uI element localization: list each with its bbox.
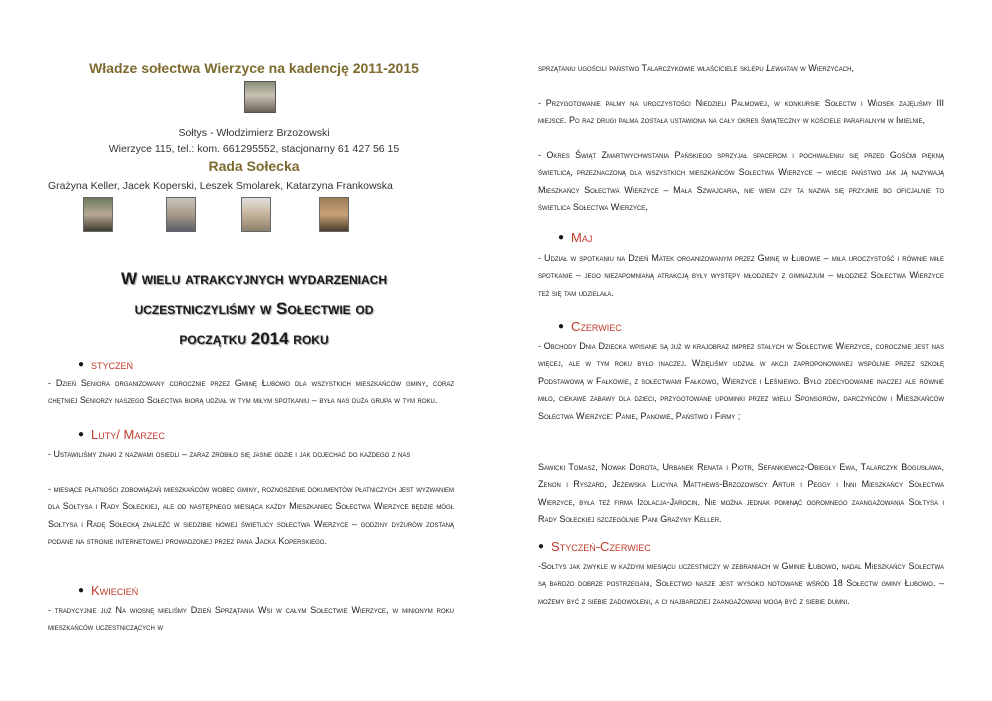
- bullet-icon: ●: [558, 232, 565, 243]
- paragraph: - Obchody Dnia Dziecka wpisane są już w krajobraz imprez stałych w Sołectwie Wierzyce, corocznie jest nas więcej, ale w tym roku było inaczej. Wzięliśmy udział w akcji zaproponowanej wspólnie przez szkołę Podstawową w Fałkowie, z sołectwami Fałkowo, Wierzyce i Leśniewo. Było zdecydowanie inaczej ale równie miło, ciekawe zabawy dla dzieci, przygotowane upominki przez wielu Sponsorów, darczyńców i Mieszkańców Sołectwa Wierzyce: Panie, Panowie, Państwo i Firmy ;: [538, 341, 944, 421]
- section-heading-styczen: ● styczeń: [78, 357, 134, 372]
- section-heading-luty: ● Luty/ Marzec: [78, 427, 165, 442]
- member-photo: [241, 197, 271, 232]
- rada-members: Grażyna Keller, Jacek Koperski, Leszek Smolarek, Katarzyna Frankowska: [48, 180, 393, 192]
- paragraph: - Ustawiliśmy znaki z nazwami osiedli – zaraz zrobiło się jasne gdzie i jak dojechać do każdego z nas: [48, 449, 411, 459]
- paragraph: - Dzień Seniora organizowany corocznie przez Gminę Łubowo dla wszystkich mieszkańców gminy, coraz chętniej Seniorzy naszego Sołectwa biorą udział w tym miłym spotkaniu – była nas duża grupa w tym roku.: [48, 378, 454, 406]
- headline-line: uczestniczyliśmy w Sołectwie od: [134, 299, 374, 318]
- bullet-icon: ●: [78, 429, 85, 440]
- bullet-icon: ●: [538, 541, 545, 552]
- paragraph: Sawicki Tomasz, Nowak Dorota, Urbanek Renata i Piotr, Sefankiewicz-Obiegły Ewa, Talarczyk Bogusława, Zenon i Ryszard, Jeżewska Lucyna Matthews-Brzozowscy Artur i Peggy i Inni Mieszkańcy Sołectwa Wierzyce, była też firma Izolacja-Jarocin. Nie można jednak pominąć ogromnego zaangażowania Sołtysa i Rady Sołeckiej szczególnie Pani Grażyny Keller.: [538, 462, 944, 525]
- bullet-icon: ●: [78, 359, 85, 370]
- soltys-photo: [244, 81, 276, 113]
- paragraph-continued: [538, 60, 944, 77]
- bullet-icon: ●: [78, 585, 85, 596]
- shop-name: Lewiatan: [766, 63, 798, 73]
- paragraph: - Udział w spotkaniu na Dzień Matek organizowanym przez Gminę w Łubowie – miła uroczystość i równie miłe spotkanie – jego niezapomnianą atrakcją były występy młodzieży z gimnazjum – młodzież Sołectwa Wierzyce też się tam udzielała.: [538, 253, 944, 298]
- address-line: Wierzyce 115, tel.: kom. 661295552, stacjonarny 61 427 56 15: [108, 143, 400, 155]
- section-heading-czerwiec: ● Czerwiec: [558, 319, 622, 334]
- paragraph: - miesiące płatności zobowiązań mieszkańców wobec gminy, roznoszenie dokumentów płatniczych jest wyzwaniem dla Sołtysa i Rady Sołeckiej, ale od następnego miesiąca każdy Mieszkaniec Sołectwa Wierzyce będzie mógł Sołtysa i Radę Sołecką znaleźć w siedzibie nowej świetlicy sołectwa Wierzyce – godziny dyżurów zostaną podane na stronie internetowej prowadzonej przez pana Jacka Koperskiego.: [48, 484, 454, 547]
- member-photo: [83, 197, 113, 232]
- paragraph: -Sołtys jak zwykle w każdym miesiącu uczestniczy w zebraniach w Gminie Łubowo, nadal Mieszkańcy Sołectwa są bardzo dobrze postrzegani, Sołectwo nasze jest wysoko notowane wśród 18 Sołectw gminy Łubowo. – możemy być z siebie zadowoleni, a ci najbardziej zaangażowani mogą być z siebie dumni.: [538, 561, 944, 606]
- paragraph: - Przygotowanie palmy na uroczystości Niedzieli Palmowej, w konkursie Sołectw i Wiosek zajęliśmy III miejsce. Po raz drugi palma została ustawiona na cały okres świąteczny w kościele parafialnym w Imielnie,: [538, 98, 944, 126]
- member-photo: [166, 197, 196, 232]
- member-photo: [319, 197, 349, 232]
- section-heading-maj: ● Maj: [558, 230, 593, 245]
- paragraph: - tradycyjnie już Na wiosnę mieliśmy Dzień Sprzątania Wsi w całym Sołectwie Wierzyce, w minionym roku mieszkańców uczestniczących w: [48, 605, 454, 633]
- headline-line: początku 2014 roku: [179, 329, 329, 348]
- section-heading-styczen-czerwiec: ● Styczeń-Czerwiec: [538, 539, 651, 554]
- headline-line: W wielu atrakcyjnych wydarzeniach: [121, 269, 387, 288]
- soltys-line: Sołtys - Włodzimierz Brzozowski: [178, 127, 330, 139]
- document-title: Władze sołectwa Wierzyce na kadencję 2011-2015: [89, 60, 419, 76]
- continued-text: sprzątaniu ugościli państwo Talarczykowie właściciele sklepu Lewiatan w Wierzycach,: [538, 63, 854, 73]
- paragraph: - Okres Świąt Zmartwychwstania Pańskiego sprzyjał spacerom i pochwaleniu się przed Gośćmi piękną świetlicą, przeznaczoną dla wszystkich mieszkańców Sołectwa Wierzyce – wiecie państwo jak ją nazywają Mieszkańcy Sołectwa Wierzyce – Mała Szwajcaria, nie wiem czy ta nazwa się przyjmie bo oficjalnie to świetlica Sołectwa Wierzyce,: [538, 150, 944, 213]
- rada-title: Rada Sołecka: [208, 158, 300, 174]
- bullet-icon: ●: [558, 321, 565, 332]
- section-heading-kwiecien: ● Kwiecień: [78, 583, 139, 598]
- headline: [48, 264, 460, 354]
